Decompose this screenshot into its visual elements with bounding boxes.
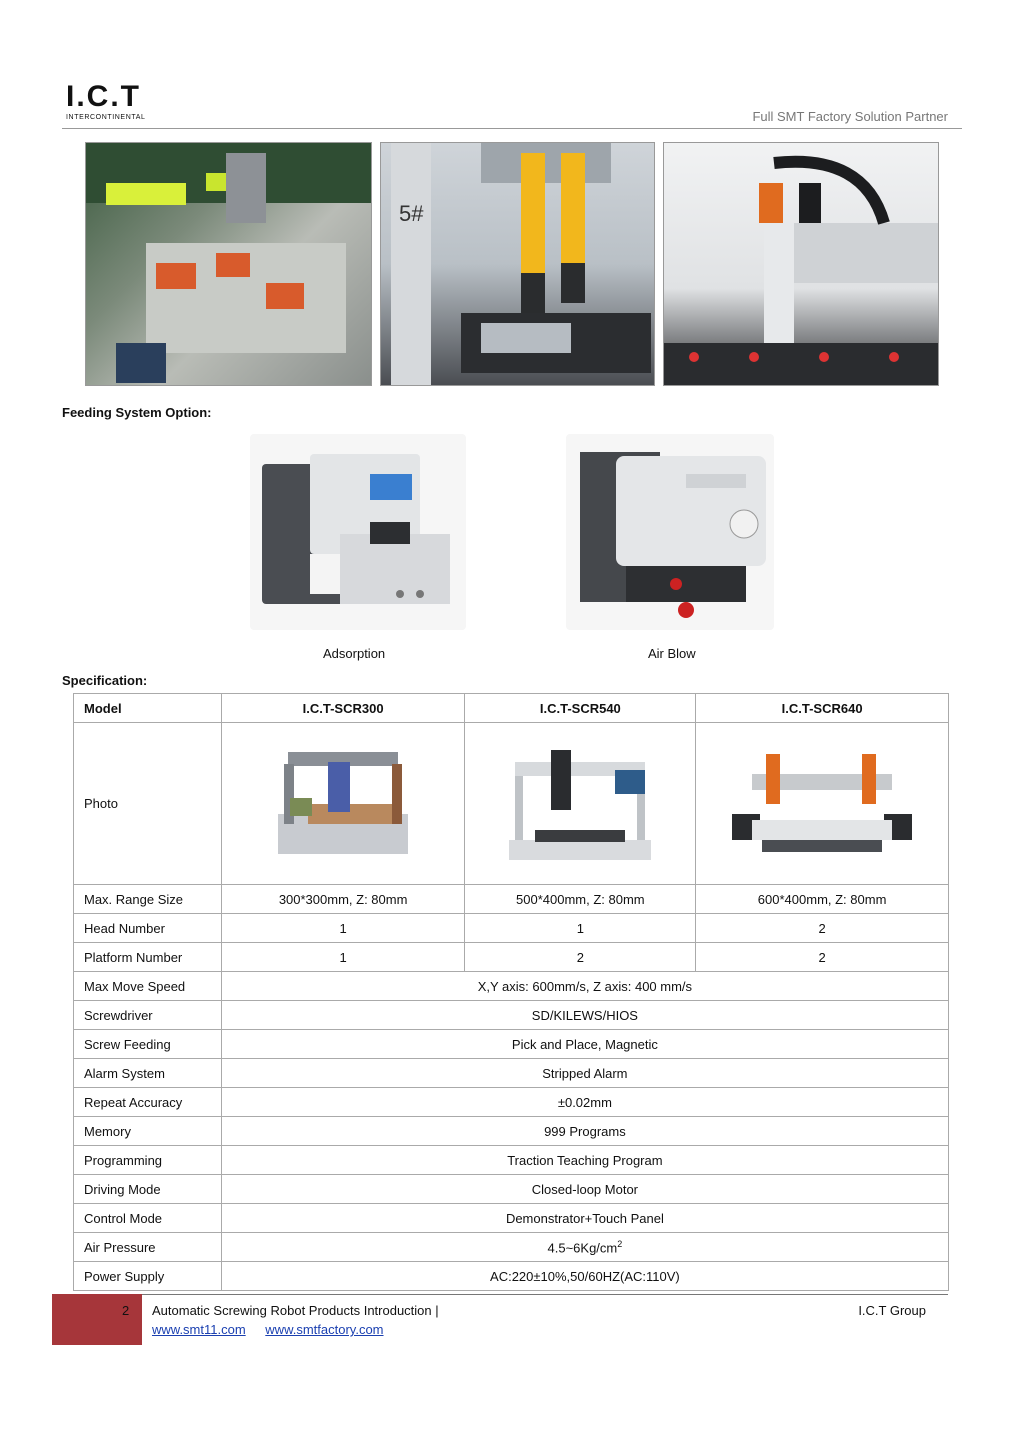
table-row xyxy=(74,943,949,972)
footer-links xyxy=(152,1322,400,1337)
row-label: Max. Range Size xyxy=(74,885,222,914)
header-model: Model xyxy=(74,694,222,723)
scr640-photo xyxy=(732,744,912,864)
air-pressure-exponent: 2 xyxy=(617,1238,623,1249)
header-tagline: Full SMT Factory Solution Partner xyxy=(752,109,948,124)
table-row xyxy=(74,1146,949,1175)
row-label: Memory xyxy=(74,1117,222,1146)
cell-value: Closed-loop Motor xyxy=(221,1175,948,1204)
cell-value: 1 xyxy=(221,914,465,943)
row-label: Driving Mode xyxy=(74,1175,222,1204)
air-pressure-value xyxy=(221,1233,948,1262)
cell-value: X,Y axis: 600mm/s, Z axis: 400 mm/s xyxy=(221,972,948,1001)
production-line-illustration xyxy=(86,143,372,386)
row-label: Control Mode xyxy=(74,1204,222,1233)
cell-value: Traction Teaching Program xyxy=(221,1146,948,1175)
adsorption-feeder-illustration xyxy=(250,434,466,630)
row-label: Power Supply xyxy=(74,1262,222,1291)
page-number: 2 xyxy=(122,1303,130,1318)
scr300-photo-cell xyxy=(221,723,465,885)
dual-screwdriver-photo xyxy=(380,142,655,386)
svg-text:5#: 5# xyxy=(399,201,424,226)
cell-value: 600*400mm, Z: 80mm xyxy=(696,885,949,914)
dual-screwdriver-illustration xyxy=(381,143,655,386)
specification-table xyxy=(73,693,949,1291)
air-blow-feeder-photo xyxy=(566,434,774,630)
table-row xyxy=(74,885,949,914)
adsorption-caption: Adsorption xyxy=(323,646,386,661)
cell-value: AC:220±10%,50/60HZ(AC:110V) xyxy=(221,1262,948,1291)
table-row xyxy=(74,1175,949,1204)
air-blow-feeder-illustration xyxy=(566,434,774,630)
table-row xyxy=(74,1088,949,1117)
row-label: Platform Number xyxy=(74,943,222,972)
air-blow-caption: Air Blow xyxy=(648,646,696,661)
cell-value: 1 xyxy=(221,943,465,972)
production-line-photo xyxy=(85,142,372,386)
scr640-photo-cell xyxy=(696,723,949,885)
table-row xyxy=(74,1117,949,1146)
gantry-screwdriver-photo xyxy=(663,142,939,386)
footer-title: Automatic Screwing Robot Products Introduction | xyxy=(152,1303,439,1318)
link-smt11[interactable]: www.smt11.com xyxy=(152,1322,246,1337)
table-row xyxy=(74,914,949,943)
row-label: Head Number xyxy=(74,914,222,943)
row-label: Programming xyxy=(74,1146,222,1175)
footer-company: I.C.T Group xyxy=(858,1303,926,1318)
scr540-photo xyxy=(505,744,655,864)
row-label: Air Pressure xyxy=(74,1233,222,1262)
adsorption-feeder-photo xyxy=(250,434,466,630)
table-row-air-pressure xyxy=(74,1233,949,1262)
table-row xyxy=(74,1059,949,1088)
row-label: Max Move Speed xyxy=(74,972,222,1001)
cell-value: SD/KILEWS/HIOS xyxy=(221,1001,948,1030)
header-scr300: I.C.T-SCR300 xyxy=(221,694,465,723)
header-scr540: I.C.T-SCR540 xyxy=(465,694,696,723)
table-header-row xyxy=(74,694,949,723)
table-row-photo xyxy=(74,723,949,885)
table-row xyxy=(74,1204,949,1233)
air-pressure-text: 4.5~6Kg/cm xyxy=(547,1240,618,1256)
table-row xyxy=(74,1030,949,1059)
cell-value: Demonstrator+Touch Panel xyxy=(221,1204,948,1233)
footer-accent-block xyxy=(52,1294,142,1345)
cell-value: 1 xyxy=(465,914,696,943)
cell-value: 999 Programs xyxy=(221,1117,948,1146)
cell-value: Pick and Place, Magnetic xyxy=(221,1030,948,1059)
cell-value: ±0.02mm xyxy=(221,1088,948,1117)
scr540-photo-cell xyxy=(465,723,696,885)
table-row xyxy=(74,1001,949,1030)
footer-divider xyxy=(52,1294,948,1295)
cell-value: 2 xyxy=(465,943,696,972)
header-scr640: I.C.T-SCR640 xyxy=(696,694,949,723)
link-smtfactory[interactable]: www.smtfactory.com xyxy=(265,1322,384,1337)
cell-value: 2 xyxy=(696,943,949,972)
row-label: Screwdriver xyxy=(74,1001,222,1030)
row-label: Alarm System xyxy=(74,1059,222,1088)
company-logo xyxy=(66,82,176,124)
scr300-photo xyxy=(268,744,418,864)
gantry-screwdriver-illustration xyxy=(664,143,939,386)
scr540-illustration xyxy=(505,744,655,864)
cell-value: Stripped Alarm xyxy=(221,1059,948,1088)
logo-wordmark: I.C.T xyxy=(66,80,141,113)
cell-value: 300*300mm, Z: 80mm xyxy=(221,885,465,914)
feeding-heading: Feeding System Option: xyxy=(62,405,212,420)
row-label: Repeat Accuracy xyxy=(74,1088,222,1117)
logo-subtext: INTERCONTINENTAL xyxy=(66,114,146,121)
table-row xyxy=(74,972,949,1001)
specification-heading: Specification: xyxy=(62,673,148,688)
header-divider xyxy=(62,128,962,129)
photo-label: Photo xyxy=(74,723,222,885)
row-label: Screw Feeding xyxy=(74,1030,222,1059)
scr640-illustration xyxy=(732,744,912,864)
table-row-power-supply xyxy=(74,1262,949,1291)
scr300-illustration xyxy=(268,744,418,864)
cell-value: 2 xyxy=(696,914,949,943)
cell-value: 500*400mm, Z: 80mm xyxy=(465,885,696,914)
